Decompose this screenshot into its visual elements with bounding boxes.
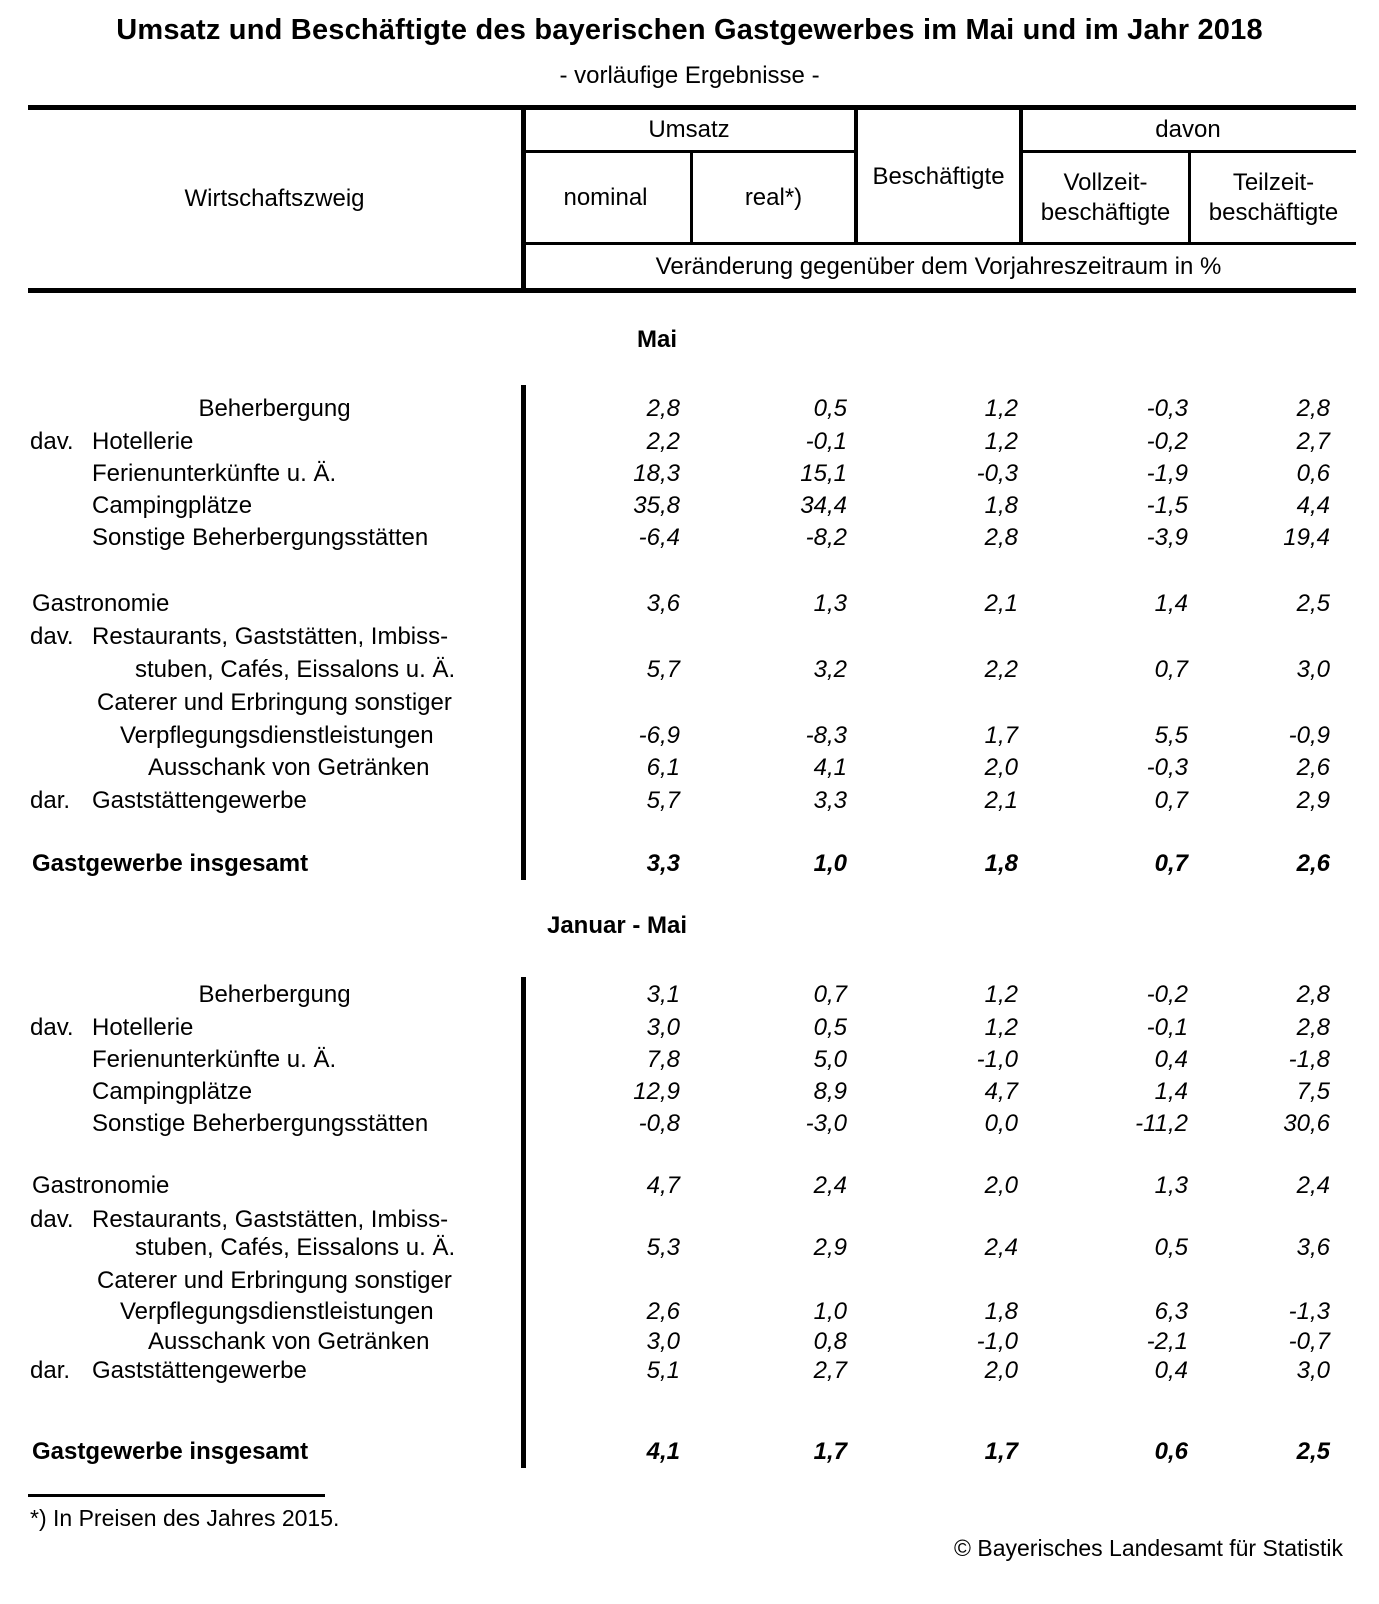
value-cell: 2,6 — [1296, 850, 1330, 877]
row-label-line: Restaurants, Gaststätten, Imbiss- — [92, 1206, 449, 1233]
value-cell: -1,0 — [976, 1046, 1018, 1073]
value-cell: 2,8 — [1296, 1014, 1330, 1041]
value-cell: 1,7 — [813, 1438, 847, 1465]
value-cell: 5,1 — [646, 1357, 680, 1384]
row-prefix: dar. — [30, 1357, 71, 1384]
value-cell: -0,1 — [805, 428, 847, 455]
row-label-line: Gaststättengewerbe — [92, 787, 307, 814]
row-label-line: Campingplätze — [92, 492, 253, 519]
row-label-line: Caterer und Erbringung sonstiger — [97, 1267, 452, 1294]
value-cell: 0,7 — [1154, 787, 1188, 814]
value-cell: -1,9 — [1146, 460, 1188, 487]
row-prefix: dav. — [30, 1206, 74, 1233]
value-cell: 2,2 — [984, 656, 1018, 683]
value-cell: 1,2 — [984, 395, 1018, 422]
value-cell: 3,1 — [646, 981, 680, 1008]
row-label-line: Caterer und Erbringung sonstiger — [97, 689, 452, 716]
value-cell: 0,0 — [984, 1110, 1018, 1137]
value-cell: 1,8 — [984, 1298, 1018, 1325]
value-cell: 2,0 — [984, 1357, 1018, 1384]
col-header-change-note-label: Veränderung gegenüber dem Vorjahreszeitraum in % — [655, 252, 1222, 280]
value-cell: 3,0 — [646, 1328, 680, 1355]
row-label-line: Ausschank von Getränken — [148, 1328, 430, 1355]
col-header-nominal-label: nominal — [563, 183, 648, 211]
value-cell: 1,4 — [1154, 1078, 1188, 1105]
value-cell: 4,1 — [813, 754, 847, 781]
value-cell: 0,7 — [1154, 850, 1188, 877]
value-cell: 18,3 — [633, 460, 680, 487]
row-prefix: dav. — [30, 428, 74, 455]
value-cell: 1,3 — [813, 590, 847, 617]
value-cell: -0,3 — [1146, 395, 1188, 422]
value-cell: 0,5 — [1154, 1234, 1188, 1261]
value-cell: 0,7 — [813, 981, 847, 1008]
value-cell: -1,0 — [976, 1328, 1018, 1355]
value-cell: 1,8 — [984, 850, 1018, 877]
col-header-vollzeit-line2: beschäftigte — [1040, 198, 1171, 226]
value-cell: 2,9 — [1296, 787, 1330, 814]
value-cell: 2,8 — [984, 524, 1018, 551]
row-label-line: Gastgewerbe insgesamt — [32, 850, 309, 877]
value-cell: 1,7 — [984, 722, 1018, 749]
value-cell: 5,0 — [813, 1046, 847, 1073]
footnote: *) In Preisen des Jahres 2015. — [30, 1505, 340, 1531]
row-label-line: Gastgewerbe insgesamt — [32, 1438, 309, 1465]
value-cell: 2,5 — [1296, 590, 1330, 617]
row-label-line: Beherbergung — [198, 981, 351, 1008]
row-prefix: dav. — [30, 1014, 74, 1041]
value-cell: 1,2 — [984, 428, 1018, 455]
row-label-line: Ferienunterkünfte u. Ä. — [92, 1046, 337, 1073]
row-label-line: Ausschank von Getränken — [148, 754, 430, 781]
row-label-line: Beherbergung — [198, 395, 351, 422]
value-cell: 5,7 — [646, 787, 680, 814]
value-cell: 2,2 — [646, 428, 680, 455]
value-cell: 0,5 — [813, 395, 847, 422]
value-cell: -0,8 — [638, 1110, 680, 1137]
value-cell: 3,3 — [646, 850, 680, 877]
value-cell: -11,2 — [1135, 1110, 1188, 1137]
value-cell: 19,4 — [1283, 524, 1330, 551]
value-cell: 35,8 — [633, 492, 680, 519]
value-cell: 3,6 — [646, 590, 680, 617]
value-cell: 5,7 — [646, 656, 680, 683]
value-cell: 3,6 — [1296, 1234, 1330, 1261]
value-cell: 2,6 — [646, 1298, 680, 1325]
col-header-beschaeftigte-label: Beschäftigte — [872, 162, 1005, 190]
value-cell: -0,7 — [1288, 1328, 1330, 1355]
value-cell: 1,4 — [1154, 590, 1188, 617]
value-cell: 7,8 — [646, 1046, 680, 1073]
value-cell: 34,4 — [800, 492, 847, 519]
value-cell: 0,8 — [813, 1328, 847, 1355]
page-title: Umsatz und Beschäftigte des bayerischen Gastgewerbes im Mai und im Jahr 2018 — [116, 14, 1263, 46]
value-cell: 1,2 — [984, 1014, 1018, 1041]
row-label-line: Verpflegungsdienstleistungen — [120, 722, 434, 749]
value-cell: -0,2 — [1146, 428, 1188, 455]
value-cell: 4,4 — [1296, 492, 1330, 519]
value-cell: 1,3 — [1154, 1172, 1188, 1199]
value-cell: 4,1 — [646, 1438, 680, 1465]
row-label-line: Sonstige Beherbergungsstätten — [92, 524, 429, 551]
section-heading-mai: Mai — [636, 326, 678, 353]
row-label-line: Campingplätze — [92, 1078, 253, 1105]
row-label-line: Gastronomie — [32, 1172, 170, 1199]
row-prefix: dav. — [30, 623, 74, 650]
value-cell: 0,6 — [1296, 460, 1330, 487]
value-cell: 0,5 — [813, 1014, 847, 1041]
value-cell: -3,0 — [805, 1110, 847, 1137]
col-header-teilzeit-line2: beschäftigte — [1208, 198, 1339, 226]
row-label-line: Verpflegungsdienstleistungen — [120, 1298, 434, 1325]
value-cell: -1,5 — [1146, 492, 1188, 519]
value-cell: -0,3 — [1146, 754, 1188, 781]
col-header-vollzeit-line1: Vollzeit- — [1063, 168, 1148, 196]
value-cell: 12,9 — [633, 1078, 680, 1105]
value-cell: -1,3 — [1288, 1298, 1330, 1325]
row-label-line: Hotellerie — [92, 428, 194, 455]
value-cell: 3,0 — [1296, 656, 1330, 683]
value-cell: 2,8 — [1296, 395, 1330, 422]
value-cell: -0,2 — [1146, 981, 1188, 1008]
value-cell: 1,2 — [984, 981, 1018, 1008]
section-heading-januar-mai: Januar - Mai — [546, 912, 688, 939]
value-cell: 6,3 — [1154, 1298, 1188, 1325]
col-header-wirtschaftszweig-label: Wirtschaftszweig — [184, 185, 365, 212]
col-header-teilzeit-line1: Teilzeit- — [1232, 168, 1315, 196]
value-cell: 1,7 — [984, 1438, 1018, 1465]
value-cell: -0,9 — [1288, 722, 1330, 749]
value-cell: -6,9 — [638, 722, 680, 749]
row-label-line: Sonstige Beherbergungsstätten — [92, 1110, 429, 1137]
value-cell: 0,4 — [1154, 1357, 1188, 1384]
value-cell: -6,4 — [638, 524, 680, 551]
value-cell: 0,6 — [1154, 1438, 1188, 1465]
value-cell: -8,2 — [805, 524, 847, 551]
value-cell: 2,8 — [1296, 981, 1330, 1008]
value-cell: 2,9 — [813, 1234, 847, 1261]
copyright-notice: © Bayerisches Landesamt für Statistik — [954, 1535, 1343, 1561]
value-cell: 2,1 — [984, 787, 1018, 814]
row-label-line: stuben, Cafés, Eissalons u. Ä. — [135, 656, 456, 683]
row-label-line: Gastronomie — [32, 590, 170, 617]
value-cell: 0,4 — [1154, 1046, 1188, 1073]
value-cell: 2,5 — [1296, 1438, 1330, 1465]
value-cell: 1,0 — [813, 850, 847, 877]
value-cell: 2,4 — [1296, 1172, 1330, 1199]
value-cell: -0,1 — [1146, 1014, 1188, 1041]
col-header-davon-label: davon — [1155, 116, 1221, 143]
value-cell: 2,1 — [984, 590, 1018, 617]
value-cell: 3,2 — [813, 656, 847, 683]
value-cell: 2,4 — [813, 1172, 847, 1199]
value-cell: -3,9 — [1146, 524, 1188, 551]
value-cell: 6,1 — [646, 754, 680, 781]
value-cell: -1,8 — [1288, 1046, 1330, 1073]
value-cell: 30,6 — [1283, 1110, 1330, 1137]
value-cell: 5,3 — [646, 1234, 680, 1261]
row-label-line: Hotellerie — [92, 1014, 194, 1041]
footnote-rule — [28, 1494, 325, 1497]
row-label-line: stuben, Cafés, Eissalons u. Ä. — [135, 1234, 456, 1261]
col-header-umsatz-label: Umsatz — [648, 116, 730, 143]
value-cell: 3,3 — [813, 787, 847, 814]
value-cell: 5,5 — [1154, 722, 1188, 749]
value-cell: 2,7 — [1296, 428, 1330, 455]
value-cell: 1,0 — [813, 1298, 847, 1325]
value-cell: 4,7 — [984, 1078, 1018, 1105]
value-cell: 2,4 — [984, 1234, 1018, 1261]
value-cell: 8,9 — [813, 1078, 847, 1105]
value-cell: 2,8 — [646, 395, 680, 422]
value-cell: -8,3 — [805, 722, 847, 749]
value-cell: 2,7 — [813, 1357, 847, 1384]
value-cell: 1,8 — [984, 492, 1018, 519]
row-label-line: Ferienunterkünfte u. Ä. — [92, 460, 337, 487]
value-cell: 3,0 — [1296, 1357, 1330, 1384]
value-cell: 2,0 — [984, 1172, 1018, 1199]
row-prefix: dar. — [30, 787, 71, 814]
value-cell: 3,0 — [646, 1014, 680, 1041]
value-cell: 0,7 — [1154, 656, 1188, 683]
value-cell: 15,1 — [800, 460, 847, 487]
value-cell: -2,1 — [1146, 1328, 1188, 1355]
value-cell: 7,5 — [1296, 1078, 1330, 1105]
col-header-real-label: real*) — [744, 183, 803, 211]
value-cell: -0,3 — [976, 460, 1018, 487]
value-cell: 2,6 — [1296, 754, 1330, 781]
row-label-line: Restaurants, Gaststätten, Imbiss- — [92, 623, 449, 650]
row-label-line: Gaststättengewerbe — [92, 1357, 307, 1384]
value-cell: 4,7 — [646, 1172, 680, 1199]
value-cell: 2,0 — [984, 754, 1018, 781]
page-subtitle: - vorläufige Ergebnisse - — [559, 62, 820, 89]
